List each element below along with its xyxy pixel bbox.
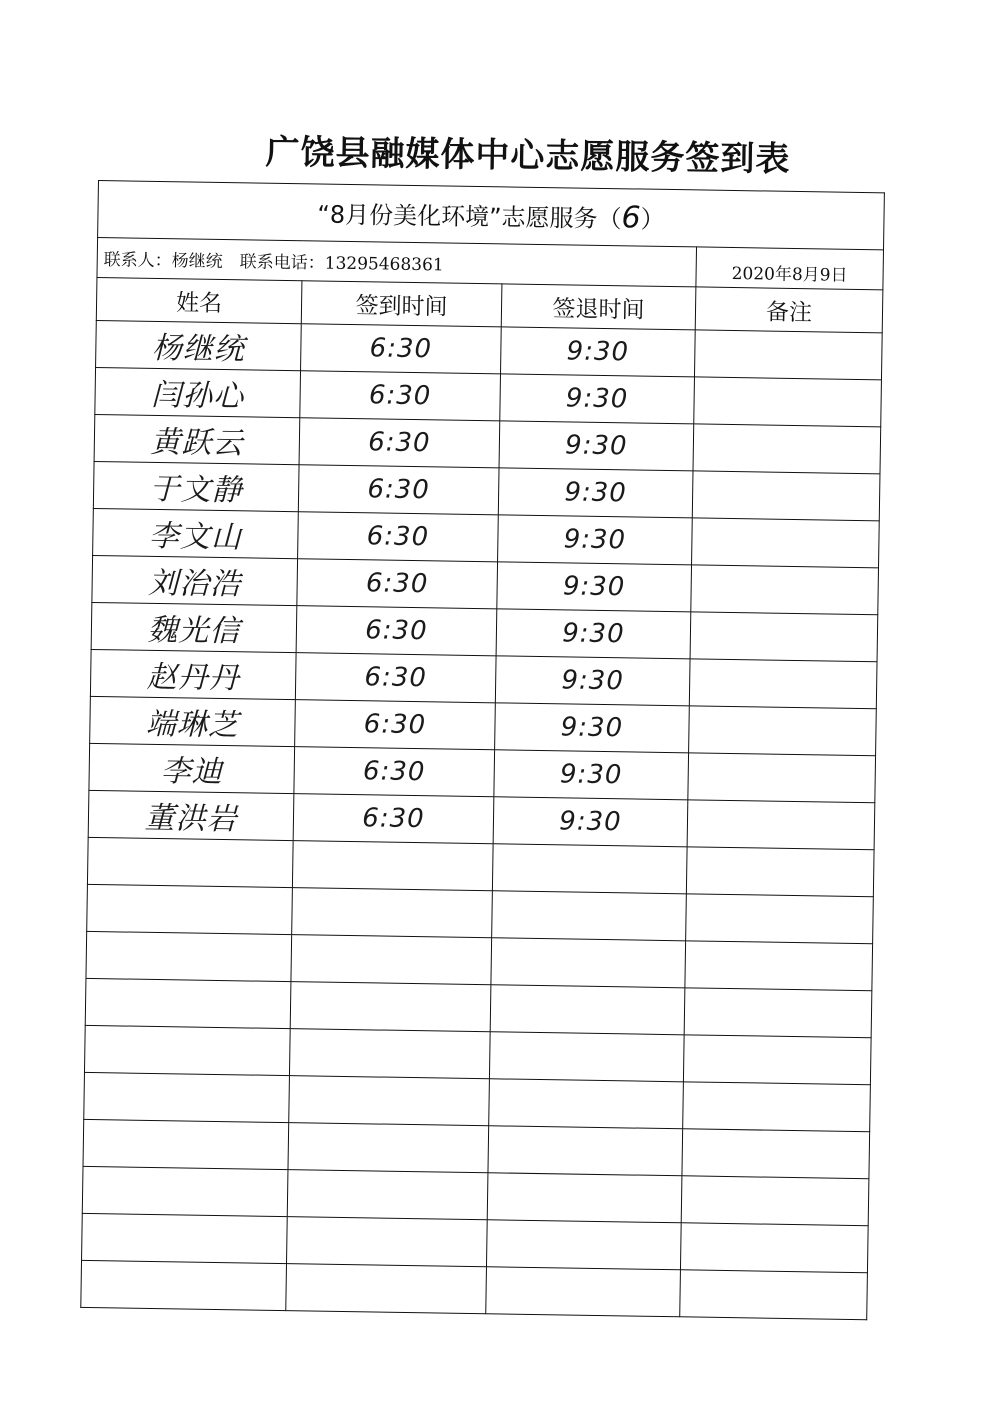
sign-out-cell: 9:30 <box>495 656 690 706</box>
blank-name-cell <box>85 978 291 1028</box>
blank-name-cell <box>84 1072 290 1122</box>
remarks-cell <box>688 753 876 803</box>
blank-sign-out-cell <box>488 1126 683 1176</box>
remarks-cell <box>692 518 880 568</box>
name-cell: 李文山 <box>93 508 299 558</box>
sign-out-cell: 9:30 <box>499 421 694 471</box>
blank-remarks-cell <box>681 1176 869 1226</box>
sign-in-table <box>80 180 885 1320</box>
blank-remarks-cell <box>685 941 873 991</box>
blank-remarks-cell <box>680 1270 868 1320</box>
name-cell: 闫孙心 <box>95 367 301 417</box>
blank-sign-in-cell <box>289 1029 490 1079</box>
sign-out-cell: 9:30 <box>494 750 689 800</box>
sign-in-cell: 6:30 <box>299 418 500 468</box>
blank-sign-out-cell <box>492 891 687 941</box>
blank-sign-out-cell <box>489 1032 684 1082</box>
sign-out-cell: 9:30 <box>498 468 693 518</box>
blank-name-cell <box>81 1260 287 1310</box>
blank-name-cell <box>86 931 292 981</box>
name-cell: 黄跃云 <box>94 414 300 464</box>
blank-name-cell <box>83 1119 289 1169</box>
blank-sign-in-cell <box>286 1264 487 1314</box>
name-cell: 李迪 <box>89 743 295 793</box>
blank-remarks-cell <box>686 847 874 897</box>
blank-name-cell <box>82 1213 288 1263</box>
sign-out-cell: 9:30 <box>501 327 696 377</box>
blank-sign-in-cell <box>291 935 492 985</box>
remarks-cell <box>694 330 882 380</box>
sign-in-cell: 6:30 <box>295 700 496 750</box>
blank-sign-in-cell <box>290 982 491 1032</box>
header-sign-out: 签退时间 <box>501 284 696 330</box>
blank-sign-out-cell <box>489 1079 684 1129</box>
sign-in-cell: 6:30 <box>295 653 496 703</box>
sign-out-cell: 9:30 <box>496 609 691 659</box>
name-cell: 端琳芝 <box>90 696 296 746</box>
blank-remarks-cell <box>684 988 872 1038</box>
blank-remarks-cell <box>682 1129 870 1179</box>
sign-out-cell: 9:30 <box>500 374 695 424</box>
blank-sign-out-cell <box>486 1220 681 1270</box>
blank-sign-in-cell <box>292 888 493 938</box>
remarks-cell <box>689 706 877 756</box>
blank-name-cell <box>82 1166 288 1216</box>
sign-in-cell: 6:30 <box>297 559 498 609</box>
sign-in-cell: 6:30 <box>296 606 497 656</box>
blank-sign-in-cell <box>287 1170 488 1220</box>
sign-out-cell: 9:30 <box>498 515 693 565</box>
blank-sign-in-cell <box>289 1076 490 1126</box>
remarks-cell <box>687 800 875 850</box>
remarks-cell <box>689 659 877 709</box>
blank-remarks-cell <box>683 1082 871 1132</box>
blank-sign-out-cell <box>492 844 687 894</box>
blank-remarks-cell <box>680 1223 868 1273</box>
event-name: “8月份美化环境”志愿服务（ <box>317 200 622 234</box>
event-number: 6 <box>621 200 641 236</box>
remarks-cell <box>690 612 878 662</box>
remarks-cell <box>692 471 880 521</box>
name-cell: 赵丹丹 <box>90 649 296 699</box>
blank-sign-in-cell <box>287 1217 488 1267</box>
blank-sign-out-cell <box>490 985 685 1035</box>
sheet-date: 2020年8月9日 <box>696 247 884 290</box>
name-cell: 杨继统 <box>96 320 302 370</box>
blank-sign-out-cell <box>491 938 686 988</box>
sign-out-cell: 9:30 <box>495 703 690 753</box>
name-cell: 董洪岩 <box>88 790 294 840</box>
blank-name-cell <box>87 837 293 887</box>
blank-name-cell <box>84 1025 290 1075</box>
sign-in-cell: 6:30 <box>301 324 502 374</box>
sign-in-cell: 6:30 <box>300 371 501 421</box>
blank-sign-in-cell <box>292 841 493 891</box>
name-cell: 于文静 <box>93 461 299 511</box>
blank-remarks-cell <box>683 1035 871 1085</box>
blank-sign-out-cell <box>486 1267 681 1317</box>
remarks-cell <box>694 377 882 427</box>
page-title: 广饶县融媒体中心志愿服务签到表 <box>265 132 791 180</box>
blank-sign-out-cell <box>487 1173 682 1223</box>
name-cell: 刘治浩 <box>92 555 298 605</box>
sign-in-sheet <box>81 180 884 1292</box>
event-close: ） <box>640 205 665 234</box>
sign-out-cell: 9:30 <box>493 797 688 847</box>
name-cell: 魏光信 <box>91 602 297 652</box>
sign-in-cell: 6:30 <box>293 794 494 844</box>
header-sign-in: 签到时间 <box>301 281 502 327</box>
sign-in-cell: 6:30 <box>298 512 499 562</box>
sign-out-cell: 9:30 <box>497 562 692 612</box>
blank-sign-in-cell <box>288 1123 489 1173</box>
blank-remarks-cell <box>686 894 874 944</box>
remarks-cell <box>693 424 881 474</box>
sign-in-cell: 6:30 <box>298 465 499 515</box>
header-remarks: 备注 <box>695 287 883 333</box>
header-name: 姓名 <box>96 277 302 323</box>
contact-info: 联系人：杨继统 联系电话：13295468361 <box>97 238 697 287</box>
sign-in-cell: 6:30 <box>294 747 495 797</box>
remarks-cell <box>691 565 879 615</box>
blank-name-cell <box>87 884 293 934</box>
